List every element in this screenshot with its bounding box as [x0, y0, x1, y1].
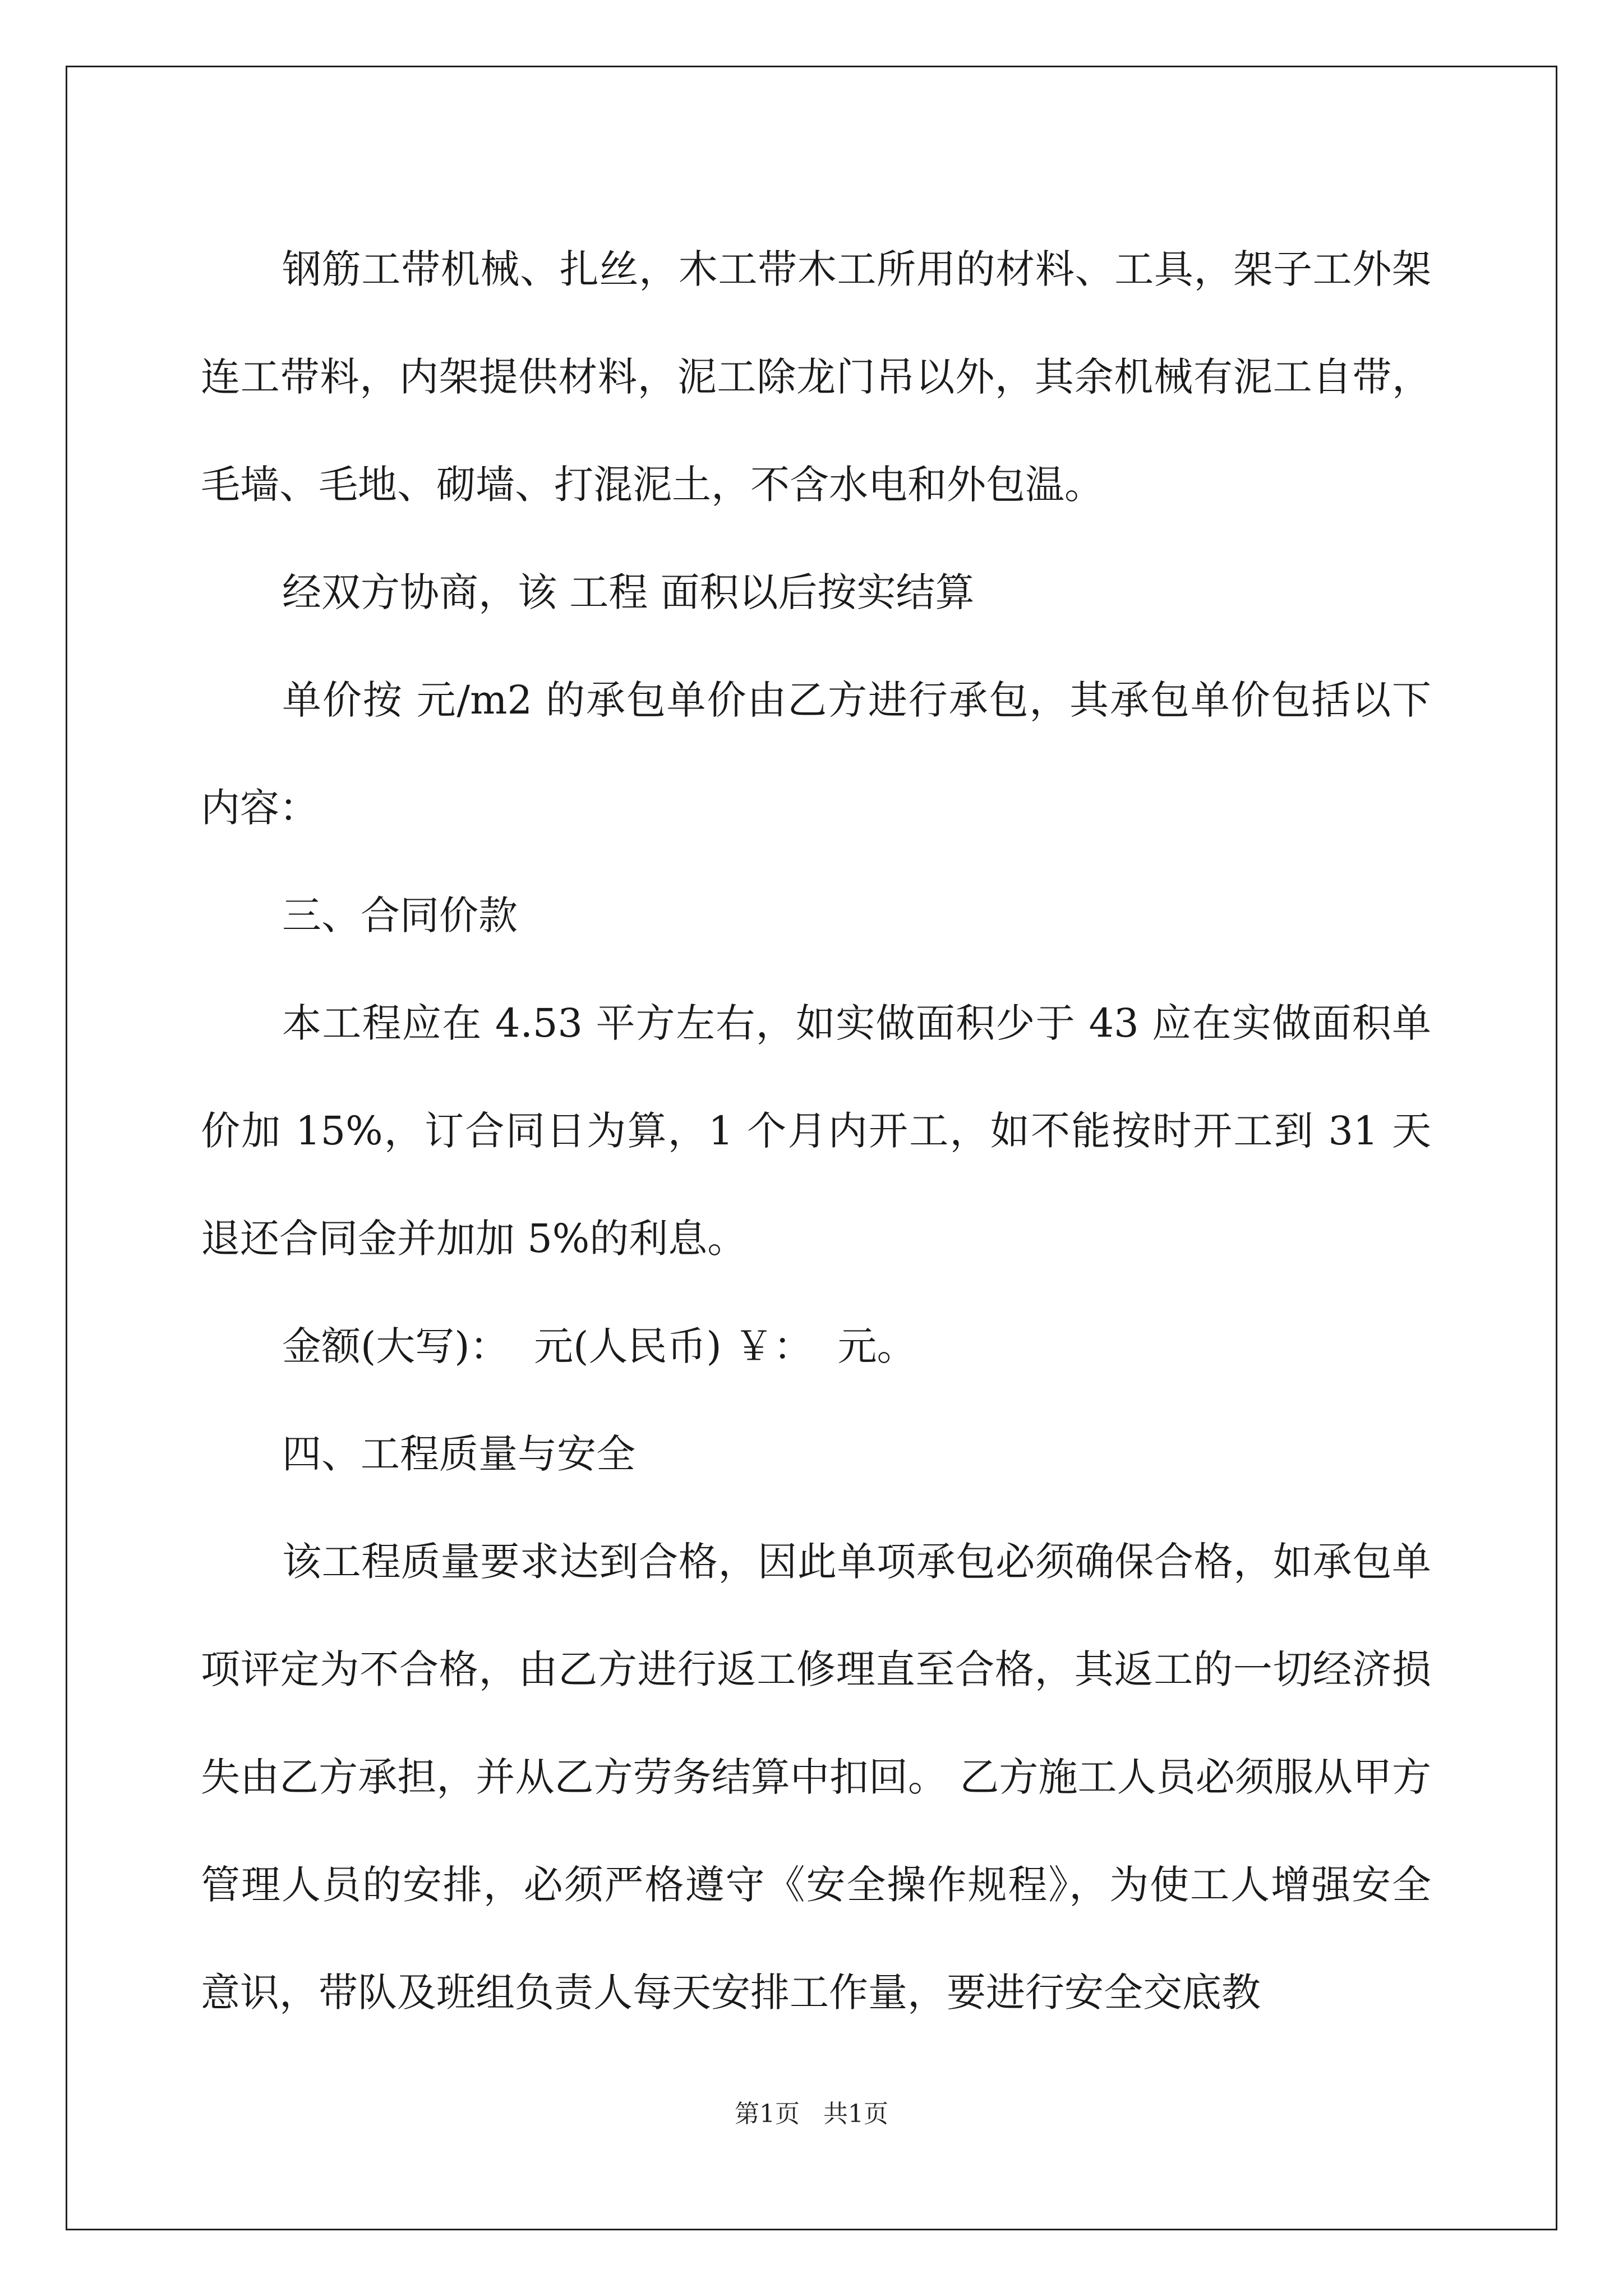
- paragraph-negotiation: 经双方协商，该 工程 面积以后按实结算: [282, 569, 975, 615]
- section-heading-contract-price: 三、合同价款: [282, 892, 518, 938]
- document-body: [201, 215, 1431, 2046]
- page-footer: 第1页 共1页: [735, 2100, 888, 2128]
- section-heading-quality-safety: 四、工程质量与安全: [282, 1431, 635, 1477]
- paragraph-area-terms: 本工程应在 4.53 平方左右，如实做面积少于 43 应在实做面积单价加 15%，订合同日为算，1 个月内开工，如不能按时开工到 31 天退还合同金并加加 5%的利息。: [201, 1000, 1431, 1262]
- paragraph-amount: 金额(大写)： 元(人民币) ￥： 元。: [282, 1323, 916, 1369]
- paragraph-materials: 钢筋工带机械、扎丝，木工带木工所用的材料、工具，架子工外架连工带料，内架提供材料，泥工除龙门吊以外，其余机械有泥工自带，毛墙、毛地、砌墙、打混泥土，不含水电和外包温。: [201, 246, 1431, 508]
- paragraph-quality-requirements: 该工程质量要求达到合格，因此单项承包必须确保合格，如承包单项评定为不合格，由乙方进行返工修理直至合格，其返工的一切经济损失由乙方承担，并从乙方劳务结算中扣回。 乙方施工人员必须服从甲方管理人员的安排，必须严格遵守《安全操作规程》，为使工人增强安全意识，带队及班组负责人每天安排工作量，要进行安全交底教: [201, 1539, 1431, 2016]
- paragraph-unit-price: 单价按 元/m2 的承包单价由乙方进行承包，其承包单价包括以下内容：: [201, 677, 1431, 831]
